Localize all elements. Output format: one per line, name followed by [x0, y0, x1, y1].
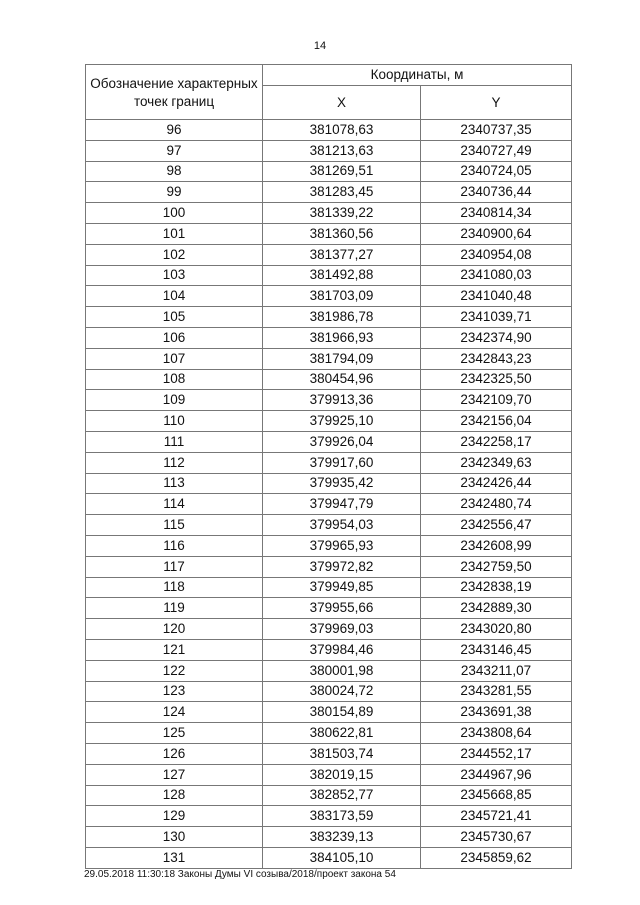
y-coordinate-cell: 2342109,70 [421, 390, 572, 411]
x-coordinate-cell: 380001,98 [263, 660, 421, 681]
x-coordinate-cell: 380454,96 [263, 369, 421, 390]
table-row [86, 431, 572, 452]
table-row [86, 639, 572, 660]
table-row [86, 348, 572, 369]
point-number-cell: 129 [86, 806, 263, 827]
point-number-cell: 113 [86, 473, 263, 494]
table-row [86, 411, 572, 432]
y-coordinate-cell: 2342480,74 [421, 494, 572, 515]
table-row [86, 556, 572, 577]
point-number-cell: 115 [86, 515, 263, 536]
table-row [86, 494, 572, 515]
table-row [86, 203, 572, 224]
x-coordinate-cell: 383239,13 [263, 827, 421, 848]
table-row [86, 473, 572, 494]
table-row [86, 660, 572, 681]
y-coordinate-cell: 2344552,17 [421, 743, 572, 764]
y-coordinate-cell: 2340736,44 [421, 182, 572, 203]
table-body [86, 120, 572, 869]
point-number-cell: 100 [86, 203, 263, 224]
table-row [86, 244, 572, 265]
point-number-cell: 126 [86, 743, 263, 764]
x-coordinate-cell: 381339,22 [263, 203, 421, 224]
table-row [86, 452, 572, 473]
x-coordinate-cell: 380024,72 [263, 681, 421, 702]
table-row [86, 515, 572, 536]
x-coordinate-cell: 379913,36 [263, 390, 421, 411]
point-number-cell: 108 [86, 369, 263, 390]
y-coordinate-cell: 2342426,44 [421, 473, 572, 494]
x-coordinate-cell: 381283,45 [263, 182, 421, 203]
point-number-cell: 123 [86, 681, 263, 702]
table-row [86, 223, 572, 244]
x-coordinate-cell: 379955,66 [263, 598, 421, 619]
table-row [86, 743, 572, 764]
table-row [86, 577, 572, 598]
x-coordinate-cell: 383173,59 [263, 806, 421, 827]
table-row [86, 806, 572, 827]
x-coordinate-cell: 381794,09 [263, 348, 421, 369]
y-coordinate-cell: 2342349,63 [421, 452, 572, 473]
x-coordinate-cell: 382852,77 [263, 785, 421, 806]
point-number-cell: 103 [86, 265, 263, 286]
table-row [86, 286, 572, 307]
x-coordinate-cell: 379935,42 [263, 473, 421, 494]
point-number-cell: 121 [86, 639, 263, 660]
x-coordinate-cell: 381703,09 [263, 286, 421, 307]
x-coordinate-cell: 381078,63 [263, 120, 421, 141]
point-number-cell: 127 [86, 764, 263, 785]
point-number-cell: 119 [86, 598, 263, 619]
y-coordinate-cell: 2341039,71 [421, 307, 572, 328]
point-number-cell: 110 [86, 411, 263, 432]
table-row [86, 307, 572, 328]
table-row [86, 140, 572, 161]
x-coordinate-cell: 381503,74 [263, 743, 421, 764]
table-row [86, 535, 572, 556]
table-row [86, 369, 572, 390]
point-number-cell: 97 [86, 140, 263, 161]
point-number-cell: 117 [86, 556, 263, 577]
table-row [86, 619, 572, 640]
table-row [86, 847, 572, 868]
y-coordinate-cell: 2343020,80 [421, 619, 572, 640]
table-header [86, 65, 572, 120]
y-coordinate-cell: 2342556,47 [421, 515, 572, 536]
x-coordinate-cell: 381377,27 [263, 244, 421, 265]
header-coordinates: Координаты, м [263, 65, 572, 86]
x-coordinate-cell: 379965,93 [263, 535, 421, 556]
table-row [86, 390, 572, 411]
header-x: X [263, 86, 421, 120]
x-coordinate-cell: 379925,10 [263, 411, 421, 432]
point-number-cell: 130 [86, 827, 263, 848]
point-number-cell: 114 [86, 494, 263, 515]
point-number-cell: 118 [86, 577, 263, 598]
table-row [86, 265, 572, 286]
table-row [86, 764, 572, 785]
y-coordinate-cell: 2344967,96 [421, 764, 572, 785]
y-coordinate-cell: 2341040,48 [421, 286, 572, 307]
y-coordinate-cell: 2342843,23 [421, 348, 572, 369]
x-coordinate-cell: 379954,03 [263, 515, 421, 536]
x-coordinate-cell: 380154,89 [263, 702, 421, 723]
y-coordinate-cell: 2340724,05 [421, 161, 572, 182]
point-number-cell: 120 [86, 619, 263, 640]
y-coordinate-cell: 2343211,07 [421, 660, 572, 681]
y-coordinate-cell: 2345721,41 [421, 806, 572, 827]
point-number-cell: 131 [86, 847, 263, 868]
x-coordinate-cell: 379972,82 [263, 556, 421, 577]
point-number-cell: 106 [86, 327, 263, 348]
table-row [86, 723, 572, 744]
y-coordinate-cell: 2341080,03 [421, 265, 572, 286]
x-coordinate-cell: 381269,51 [263, 161, 421, 182]
point-number-cell: 104 [86, 286, 263, 307]
page-number: 14 [313, 40, 327, 52]
point-number-cell: 116 [86, 535, 263, 556]
point-number-cell: 98 [86, 161, 263, 182]
y-coordinate-cell: 2342156,04 [421, 411, 572, 432]
point-number-cell: 99 [86, 182, 263, 203]
x-coordinate-cell: 381360,56 [263, 223, 421, 244]
x-coordinate-cell: 379947,79 [263, 494, 421, 515]
point-number-cell: 107 [86, 348, 263, 369]
y-coordinate-cell: 2345668,85 [421, 785, 572, 806]
x-coordinate-cell: 379984,46 [263, 639, 421, 660]
y-coordinate-cell: 2343281,55 [421, 681, 572, 702]
y-coordinate-cell: 2340814,34 [421, 203, 572, 224]
header-point-designation: Обозначение характерных точек границ [86, 65, 263, 120]
y-coordinate-cell: 2345730,67 [421, 827, 572, 848]
table-row [86, 702, 572, 723]
point-number-cell: 101 [86, 223, 263, 244]
y-coordinate-cell: 2345859,62 [421, 847, 572, 868]
point-number-cell: 128 [86, 785, 263, 806]
table-row [86, 785, 572, 806]
x-coordinate-cell: 379917,60 [263, 452, 421, 473]
point-number-cell: 105 [86, 307, 263, 328]
y-coordinate-cell: 2342759,50 [421, 556, 572, 577]
y-coordinate-cell: 2340954,08 [421, 244, 572, 265]
point-number-cell: 111 [86, 431, 263, 452]
y-coordinate-cell: 2343691,38 [421, 702, 572, 723]
point-number-cell: 96 [86, 120, 263, 141]
x-coordinate-cell: 381492,88 [263, 265, 421, 286]
x-coordinate-cell: 381966,93 [263, 327, 421, 348]
point-number-cell: 124 [86, 702, 263, 723]
table-row [86, 827, 572, 848]
y-coordinate-cell: 2343146,45 [421, 639, 572, 660]
x-coordinate-cell: 380622,81 [263, 723, 421, 744]
y-coordinate-cell: 2342258,17 [421, 431, 572, 452]
x-coordinate-cell: 379949,85 [263, 577, 421, 598]
y-coordinate-cell: 2340727,49 [421, 140, 572, 161]
y-coordinate-cell: 2342838,19 [421, 577, 572, 598]
table-row [86, 120, 572, 141]
y-coordinate-cell: 2342374,90 [421, 327, 572, 348]
footer-stamp: 29.05.2018 11:30:18 Законы Думы VI созыва/2018/проект закона 54 [84, 869, 396, 880]
x-coordinate-cell: 382019,15 [263, 764, 421, 785]
coordinates-table [85, 64, 572, 869]
point-number-cell: 102 [86, 244, 263, 265]
point-number-cell: 112 [86, 452, 263, 473]
x-coordinate-cell: 384105,10 [263, 847, 421, 868]
table-row [86, 327, 572, 348]
table-row [86, 681, 572, 702]
x-coordinate-cell: 381986,78 [263, 307, 421, 328]
point-number-cell: 109 [86, 390, 263, 411]
table-row [86, 161, 572, 182]
point-number-cell: 125 [86, 723, 263, 744]
y-coordinate-cell: 2340737,35 [421, 120, 572, 141]
x-coordinate-cell: 379926,04 [263, 431, 421, 452]
y-coordinate-cell: 2342889,30 [421, 598, 572, 619]
y-coordinate-cell: 2342608,99 [421, 535, 572, 556]
header-y: Y [421, 86, 572, 120]
point-number-cell: 122 [86, 660, 263, 681]
table-row [86, 182, 572, 203]
y-coordinate-cell: 2343808,64 [421, 723, 572, 744]
x-coordinate-cell: 381213,63 [263, 140, 421, 161]
y-coordinate-cell: 2340900,64 [421, 223, 572, 244]
y-coordinate-cell: 2342325,50 [421, 369, 572, 390]
table-row [86, 598, 572, 619]
x-coordinate-cell: 379969,03 [263, 619, 421, 640]
